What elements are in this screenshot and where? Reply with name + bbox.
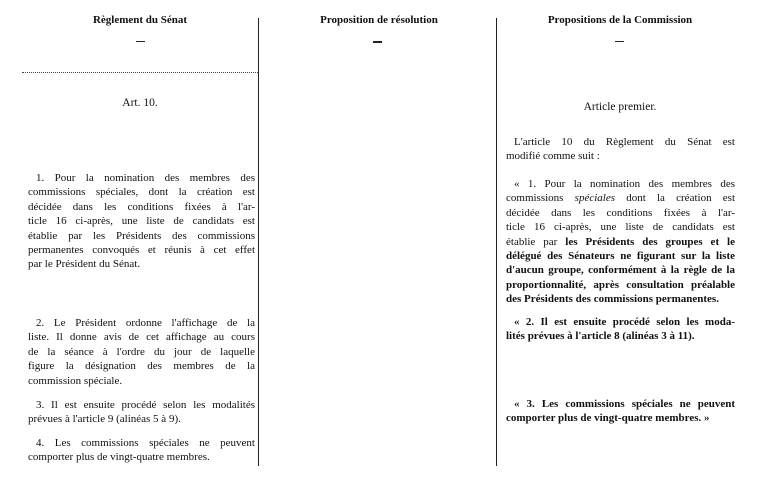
- paragraph: [506, 397, 735, 426]
- text-segment: « 1. Pour la nomination des membres des: [514, 178, 735, 190]
- paragraph: [506, 177, 735, 307]
- text-segment: de la séance à l'ordre du jour de laquelle: [28, 345, 255, 358]
- text-line: [506, 206, 735, 220]
- text-segment: « 2. Il est ensuite procédé selon les moda-: [514, 316, 735, 328]
- article-heading: Article premier.: [583, 101, 657, 113]
- text-line: [506, 135, 735, 149]
- text-segment: 4. Les commissions spéciales ne peuvent: [36, 437, 255, 449]
- text-segment: par le Président du Sénat.: [28, 258, 141, 271]
- text-line: [28, 398, 255, 412]
- text-segment: des Présidents des commissions permanentes.: [506, 293, 719, 306]
- text-line: [28, 185, 255, 199]
- column-divider: [496, 18, 497, 466]
- text-line: [28, 229, 255, 243]
- text-segment: ticle 16 ci-après, une liste de candidats est: [28, 215, 255, 228]
- title-dash: [615, 41, 624, 42]
- text-segment: commissions: [506, 192, 575, 205]
- article-heading: Art. 10.: [122, 97, 158, 109]
- text-segment: « 3. Les commissions spéciales ne peuvent: [514, 398, 735, 410]
- text-line: [28, 450, 255, 464]
- text-line: [506, 397, 735, 411]
- text-segment: établie par les Présidents des commissions: [28, 229, 255, 242]
- text-segment: 3. Il est ensuite procédé selon les modalités: [36, 399, 255, 411]
- paragraph: [28, 316, 255, 388]
- title-dash: [373, 41, 382, 43]
- text-segment: lités prévues à l'article 8 (alinéas 3 à 11).: [506, 330, 695, 343]
- text-segment: les Présidents des groupes et le: [565, 235, 735, 248]
- text-segment: d'aucun groupe, conformément à la règle de la: [506, 264, 735, 277]
- title-dash: [136, 41, 145, 42]
- text-line: [28, 200, 255, 214]
- text-line: [28, 345, 255, 359]
- text-segment: décidée dans les conditions fixées à l'ar-: [28, 200, 255, 213]
- text-line: [506, 191, 735, 205]
- text-segment: commissions spéciales, dont la création est: [28, 186, 255, 199]
- text-segment: permanentes convoqués et réunis à cet effet: [28, 244, 255, 257]
- text-line: [28, 412, 255, 426]
- text-line: [28, 359, 255, 373]
- text-line: [506, 149, 735, 163]
- text-segment: figure la désignation des membres de la: [28, 360, 255, 373]
- text-segment: L'article 10 du Règlement du Sénat est: [514, 136, 735, 148]
- text-segment: décidée dans les conditions fixées à l'ar-: [506, 206, 735, 219]
- text-line: [506, 411, 735, 425]
- text-line: [506, 220, 735, 234]
- text-segment: comporter plus de vingt-quatre membres.: [28, 451, 210, 464]
- text-segment: commission spéciale.: [28, 374, 123, 387]
- paragraph: [28, 398, 255, 427]
- text-segment: liste. Il donne avis de cet affichage au cours: [28, 331, 255, 344]
- text-segment: comporter plus de vingt-quatre membres. »: [506, 412, 710, 425]
- column-title-reglement: Règlement du Sénat: [92, 14, 188, 26]
- text-line: [506, 235, 735, 249]
- column-divider: [258, 18, 259, 466]
- text-line: [28, 374, 255, 388]
- column-title-commission: Propositions de la Commission: [547, 14, 693, 26]
- text-segment: modifié comme suit :: [506, 150, 600, 163]
- text-line: [506, 278, 735, 292]
- text-line: [28, 171, 255, 185]
- text-line: [28, 316, 255, 330]
- text-line: [28, 257, 255, 271]
- text-line: [28, 243, 255, 257]
- text-segment: proportionnalité, après consultation préalable: [506, 278, 735, 291]
- text-line: [506, 249, 735, 263]
- text-line: [28, 436, 255, 450]
- paragraph: [506, 135, 735, 164]
- text-line: [506, 177, 735, 191]
- text-segment: délégué des Sénateurs ne figurant sur la liste: [506, 250, 735, 263]
- text-line: [28, 330, 255, 344]
- text-segment: prévues à l'article 9 (alinéas 5 à 9).: [28, 413, 181, 426]
- paragraph: [28, 436, 255, 465]
- text-segment: 1. Pour la nomination des membres des: [36, 172, 255, 184]
- text-line: [506, 263, 735, 277]
- text-segment: établie par: [506, 235, 566, 248]
- text-segment: spéciales: [574, 192, 615, 205]
- dotted-separator: [22, 72, 258, 73]
- text-line: [506, 329, 735, 343]
- text-line: [506, 292, 735, 306]
- text-line: [506, 315, 735, 329]
- text-segment: 2. Le Président ordonne l'affichage de la: [36, 317, 255, 329]
- paragraph: [506, 315, 735, 344]
- paragraph: [28, 171, 255, 272]
- text-segment: ticle 16 ci-après, une liste de candidats est: [506, 221, 735, 234]
- text-segment: dont la création est: [615, 192, 735, 205]
- column-title-proposition: Proposition de résolution: [320, 14, 438, 26]
- text-line: [28, 214, 255, 228]
